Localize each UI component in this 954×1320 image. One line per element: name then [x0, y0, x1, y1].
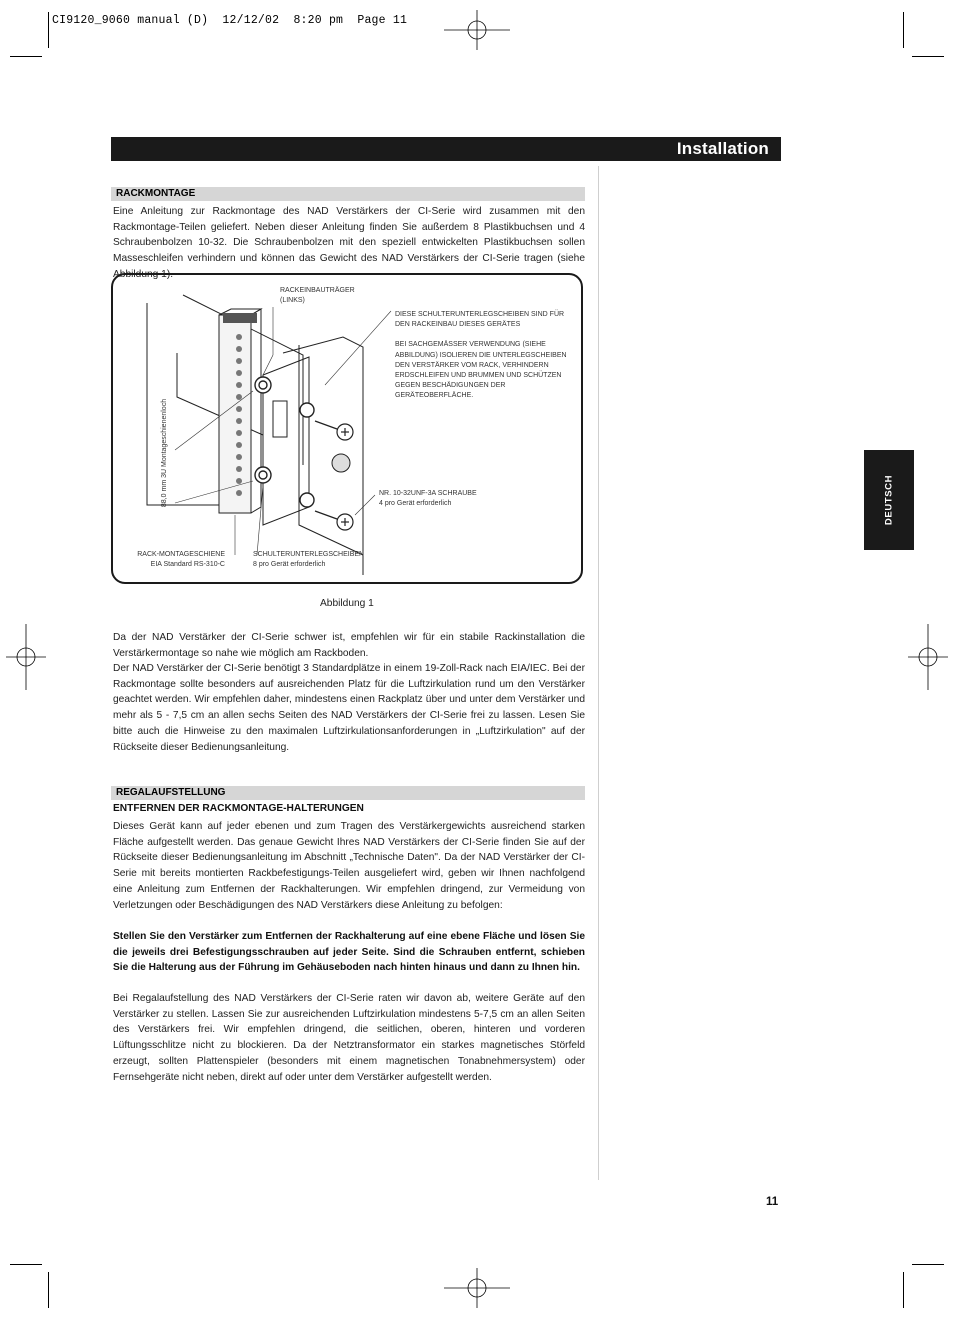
shelf-body-paragraph-2: Bei Regalaufstellung des NAD Verstärkers der CI-Serie raten wir davon ab, weitere Geräte auf den Verstärker zu stellen. Lassen Sie zur ausreichenden Luftzirkulation mindestens 5-7,5 cm an allen Seiten des Verstärkers frei. Wir empfehlen dringend, die seitlichen, oberen, hinteren und vorderen Lüftungsschlitze nicht zu blockieren. Da der Netztransformator ein starkes magnetisches Störfeld erzeugt, sollten Plattenspieler (besonders mit einem magnetischen Tonabnehmersystem) oder Fernsehgeräte nicht neben, direkt auf oder unter dem Verstärker aufgestellt werden. [113, 993, 585, 1083]
section-heading-label: RACKMONTAGE [116, 188, 196, 199]
crop-mark [10, 56, 42, 57]
registration-mark-right [908, 624, 948, 690]
crop-mark [912, 1264, 944, 1265]
page-title: Installation [676, 139, 769, 158]
section-heading-label: REGALAUFSTELLUNG [116, 787, 226, 798]
crop-mark [912, 56, 944, 57]
registration-mark-left [6, 624, 46, 690]
shelf-body-paragraph-1: Dieses Gerät kann auf jeder ebenen und zum Tragen des Verstärkergewichts ausreichend starken Fläche aufgestellt werden. Das genaue Gewicht Ihres NAD Verstärkers der CI-Serie finden Sie auf der Rückseite dieser Bedienungsanleitung im Abschnitt „Technische Daten". Da der NAD Verstärker der CI-Serie mit bereits montierten Rackbefestigungs-Teilen ausgeliefert wird, geben wir Ihnen nachfolgend eine Anleitung zum Entfernen der Rackhalterungen. Wir empfehlen dringend, zur Vermeidung von Verletzungen oder Beschädigungen des NAD Verstärkers diese Anleitung zu befolgen: [113, 821, 585, 911]
section-heading-rackmontage [111, 187, 585, 201]
registration-mark-bottom [444, 1268, 510, 1308]
page-title-bar [111, 137, 781, 161]
crop-mark [10, 1264, 42, 1265]
rack-body-paragraph-1: Da der NAD Verstärker der CI-Serie schwer ist, empfehlen wir für ein stabile Rackinstallation die Verstärkermontage so nahe wie möglich am Rackboden. [113, 632, 585, 659]
crop-mark [903, 1272, 904, 1308]
language-tab-label: DEUTSCH [883, 474, 895, 526]
page-number: 11 [766, 1196, 779, 1208]
section-heading-regalaufstellung [111, 786, 585, 800]
crop-mark [903, 12, 904, 48]
bracket-label: RACKEINBAUTRÄGER (LINKS) [280, 287, 355, 305]
screw-label: NR. 10-32UNF-3A SCHRAUBE 4 pro Gerät erforderlich [379, 490, 477, 508]
crop-mark [48, 12, 49, 48]
print-slug: CI9120_9060 manual (D) 12/12/02 8:20 pm Page 11 [52, 14, 408, 27]
language-tab [864, 450, 914, 550]
washers-label: SCHULTERUNTERLEGSCHEIBEN 8 pro Gerät erforderlich [253, 551, 365, 569]
crop-mark [48, 1272, 49, 1308]
figure-caption: Abbildung 1 [320, 598, 374, 609]
washer-note: DIESE SCHULTERUNTERLEGSCHEIBEN SIND FÜR DEN RACKEINBAU DIESES GERÄTES BEI SACHGEMÄSSER VERWENDUNG (SIEHE ABBILDUNG) ISOLIEREN DIE UNTERLEGSCHEIBEN DEN VERSTÄRKER VOM RACK, VERHINDERN ERDSCHLEIFEN UND BRUMMEN UND SCHÜTZEN GEGEN BESCHÄDIGUNGEN DER GERÄTEOBERFLÄCHE. [395, 311, 567, 400]
rack-body-paragraph-2: Der NAD Verstärker der CI-Serie benötigt 3 Standardplätze in einem 19-Zoll-Rack nach EIA/IEC. Bei der Rackmontage sollte besonders auf ausreichenden Platz für die Luftzirkulation rund um den Verstärker geachtet werden. Wir empfehlen daher, mindestens einen Rackplatz über und unter dem Verstärker und mehr als 5 - 7,5 cm an allen sechs Seiten des NAD Verstärkers der CI-Serie frei zu lassen. Lesen Sie bitte auch die Hinweise zu den maximalen Luftzirkulationsanforderungen in „Luftzirkulation" auf der Rückseite dieser Bedienungsanleitung. [113, 663, 585, 753]
rack-intro-paragraph: Eine Anleitung zur Rackmontage des NAD Verstärkers der CI-Serie wird zusammen mit den Rackmontage-Teilen geliefert. Neben dieser Anleitung finden Sie außerdem 8 Plastikbuchsen und 4 Schraubenbolzen 10-32. Die Schraubenbolzen mit den speziell entwickelten Plastikbuchsen sollen Masseschleifen verhindern und können das Gewicht des NAD Verstärkers der CI-Serie tragen (siehe Abbildung 1). [113, 206, 585, 280]
rail-label: RACK-MONTAGESCHIENE EIA Standard RS-310-C [137, 551, 225, 569]
figure-rack-mounting [111, 273, 583, 584]
registration-mark-top [444, 10, 510, 50]
column-divider [598, 166, 599, 1180]
rail-hole-spacing-label: 88,0 mm 3U Montageschienenloch [160, 398, 168, 508]
shelf-instruction-paragraph: Stellen Sie den Verstärker zum Entfernen der Rackhalterung auf eine ebene Fläche und lösen Sie die jeweils drei Befestigungsschrauben auf jeder Seite. Sind die Schrauben entfernt, schieben Sie die Halterung aus der Führung im Gehäuseboden nach hinten hinaus und dann zu Ihnen hin. [113, 931, 585, 974]
subheading-remove-brackets: ENTFERNEN DER RACKMONTAGE-HALTERUNGEN [113, 803, 364, 814]
